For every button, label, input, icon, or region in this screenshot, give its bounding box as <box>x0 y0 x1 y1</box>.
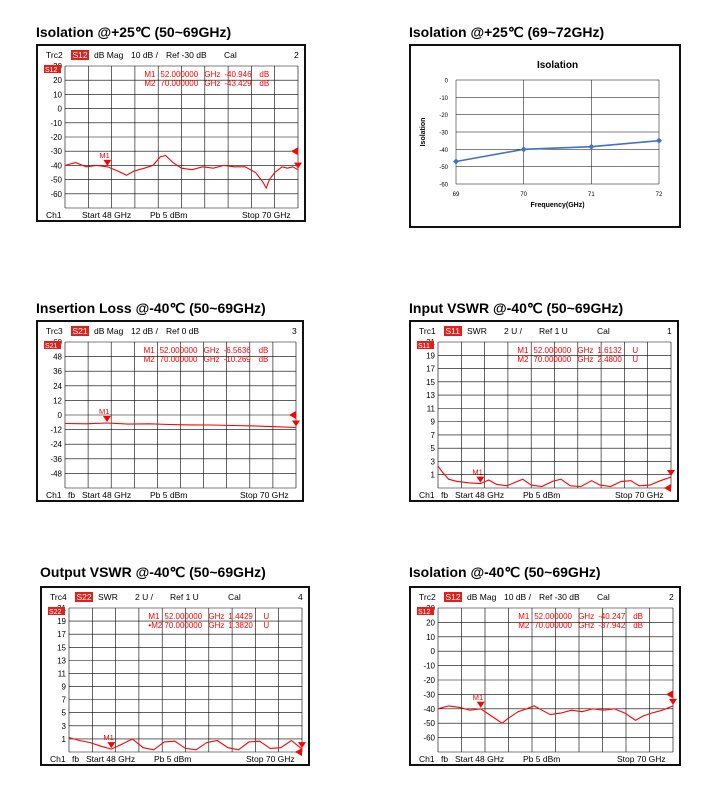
marker-value-unit: dB <box>258 346 269 355</box>
marker-value-unit: dB <box>258 355 269 364</box>
scale-label: 2 U / <box>504 326 522 336</box>
format-label: dB Mag <box>94 326 124 336</box>
marker-freq-unit: GHz <box>577 346 594 355</box>
marker-freq: 70.000000 <box>164 621 203 630</box>
footer-channel: Ch1 <box>50 754 66 764</box>
marker-value: -43.429 <box>224 79 252 88</box>
marker-value-unit: U <box>263 612 270 621</box>
marker-m1-label: M1 <box>99 407 110 417</box>
y-tick-label: 20 <box>426 618 435 628</box>
y-tick-label: -30 <box>50 147 62 157</box>
y-tick-label: -10 <box>50 118 62 128</box>
footer-fb: fb <box>68 490 76 500</box>
marker-freq: 70.000000 <box>534 621 573 630</box>
footer-channel: Ch1 <box>46 210 62 220</box>
marker-freq-unit: GHz <box>203 346 220 355</box>
marker-name: M2 <box>517 355 529 364</box>
excel-x-tick-label: 69 <box>452 192 460 198</box>
excel-data-point <box>656 138 662 144</box>
vna-panel-3 <box>36 320 304 502</box>
ref-label: Ref -30 dB <box>166 50 207 60</box>
excel-data-point <box>453 158 459 164</box>
vna-panel-4 <box>409 320 679 502</box>
y-tick-label: -60 <box>50 189 62 199</box>
format-label: dB Mag <box>94 50 124 60</box>
y-tick-label: -50 <box>50 175 62 185</box>
marker-value-unit: dB <box>259 70 270 79</box>
chart-title-4: Input VSWR @-40℃ (50~69GHz) <box>409 300 624 316</box>
ref-label: Ref 1 U <box>170 592 199 602</box>
marker-freq-unit: GHz <box>577 355 594 364</box>
scale-label: 12 dB / <box>131 326 158 336</box>
y-tick-label: 5 <box>430 444 435 454</box>
vna-plot-6 <box>411 588 679 764</box>
marker-m2-triangle <box>669 699 677 705</box>
cal-label: Cal <box>597 592 610 602</box>
cal-label: Cal <box>224 50 237 60</box>
excel-y-tick-label: 0 <box>444 78 448 85</box>
marker-freq: 52.000000 <box>159 346 198 355</box>
y-tick-label: -40 <box>423 704 435 714</box>
marker-freq-unit: GHz <box>203 355 220 364</box>
marker-freq-unit: GHz <box>208 621 225 630</box>
y-tick-label: 11 <box>57 669 66 679</box>
scale-label: 10 dB / <box>131 50 158 60</box>
marker-freq: 70.000000 <box>159 355 198 364</box>
footer-start: Start 48 GHz <box>455 490 505 500</box>
footer-stop: Stop 70 GHz <box>242 210 291 220</box>
footer-fb: fb <box>441 754 449 764</box>
y-tick-label: 12 <box>53 396 62 406</box>
vna-panel-1 <box>36 44 306 222</box>
footer-stop: Stop 70 GHz <box>246 754 295 764</box>
y-tick-label: 17 <box>426 364 435 374</box>
marker-value-unit: U <box>632 346 639 355</box>
y-tick-label: 17 <box>57 630 66 640</box>
chart-title-3: Insertion Loss @-40℃ (50~69GHz) <box>36 300 266 316</box>
footer-power: Pb 5 dBm <box>523 490 561 500</box>
y-tick-label: 3 <box>430 457 435 467</box>
marker-freq-unit: GHz <box>578 621 595 630</box>
excel-y-tick-label: -60 <box>439 182 448 189</box>
marker-value: -10.269 <box>223 355 251 364</box>
y-tick-label: 0 <box>430 647 435 657</box>
chart-title-2: Isolation @+25℃ (69~72GHz) <box>409 24 605 40</box>
footer-start: Start 48 GHz <box>86 754 136 764</box>
y-tick-label: -20 <box>50 133 62 142</box>
y-tick-label: 19 <box>426 351 435 361</box>
y-tick-label: -36 <box>50 454 62 464</box>
y-tick-label: 7 <box>61 695 66 705</box>
excel-data-point <box>588 144 594 150</box>
marker-value: 1.3820 <box>228 621 253 630</box>
footer-stop: Stop 70 GHz <box>240 490 289 500</box>
y-tick-label: -12 <box>50 425 62 435</box>
marker-value-unit: U <box>263 621 270 630</box>
marker-name: M1 <box>518 612 530 621</box>
marker-m1-label: M1 <box>99 150 110 160</box>
param-tag: S12 <box>445 592 461 602</box>
footer-power: Pb 5 dBm <box>150 490 188 500</box>
excel-y-tick-label: -50 <box>439 165 448 172</box>
y-tick-label: 24 <box>53 381 62 391</box>
marker-freq: 52.000000 <box>534 612 573 621</box>
y-tick-label: 1 <box>430 470 435 480</box>
y-tick-label: 1 <box>61 734 66 744</box>
marker-value: -40.247 <box>598 612 626 621</box>
y-tick-label: 0 <box>57 411 62 420</box>
y-tick-label: -60 <box>423 733 435 743</box>
channel-number: 3 <box>292 326 297 336</box>
excel-inner-title: Isolation <box>536 60 579 71</box>
vna-plot-4 <box>411 322 677 500</box>
marker-m1-triangle <box>476 477 484 483</box>
y-tick-label: 0 <box>57 104 62 114</box>
marker-m1-triangle <box>103 160 111 166</box>
marker-freq: 52.000000 <box>164 612 203 621</box>
reference-level-marker <box>666 690 673 698</box>
y-tick-label: 13 <box>426 391 435 401</box>
marker-name: M2 <box>144 79 156 88</box>
y-tick-label: 10 <box>53 90 62 100</box>
format-label: dB Mag <box>467 592 497 602</box>
excel-data-point <box>521 146 527 152</box>
y-tick-label: -50 <box>423 719 435 729</box>
excel-series-line <box>456 141 659 162</box>
param-tag: S12 <box>72 50 88 60</box>
param-tag: S21 <box>72 326 88 336</box>
marker-value-unit: U <box>632 355 639 364</box>
vna-panel-5 <box>40 586 310 766</box>
param-tag: S11 <box>445 326 460 336</box>
excel-panel <box>409 44 681 228</box>
footer-start: Start 48 GHz <box>82 210 132 220</box>
cal-label: Cal <box>597 326 610 336</box>
marker-freq: 70.000000 <box>533 355 572 364</box>
marker-value: -37.942 <box>598 621 626 630</box>
channel-number: 2 <box>669 592 674 602</box>
marker-value-unit: dB <box>633 612 643 621</box>
param-tag: S22 <box>76 592 92 602</box>
format-label: SWR <box>467 326 487 336</box>
footer-start: Start 48 GHz <box>82 490 132 500</box>
excel-x-tick-label: 71 <box>587 192 595 198</box>
chart-title-1: Isolation @+25℃ (50~69GHz) <box>36 24 232 40</box>
marker-name: M2 <box>143 355 155 364</box>
marker-freq-unit: GHz <box>578 612 595 621</box>
axis-param-tag: S22 <box>49 609 62 616</box>
marker-m2-triangle <box>292 421 300 427</box>
marker-freq: 52.000000 <box>533 346 572 355</box>
trace-label: Trc2 <box>419 592 436 602</box>
marker-freq: 52.000000 <box>160 70 199 79</box>
marker-name: M1 <box>144 70 156 79</box>
marker-value-unit: dB <box>259 79 270 88</box>
marker-name: M1 <box>148 612 160 621</box>
marker-value: 2.4800 <box>597 355 622 364</box>
axis-param-tag: S12 <box>45 67 58 74</box>
axis-param-tag: S11 <box>418 343 430 350</box>
footer-power: Pb 5 dBm <box>154 754 192 764</box>
y-tick-label: 36 <box>53 367 62 377</box>
marker-name: M2 <box>518 621 530 630</box>
marker-m1-triangle <box>103 416 111 422</box>
marker-m1-label: M1 <box>103 733 114 743</box>
excel-x-axis-label: Frequency(GHz) <box>530 202 585 209</box>
y-tick-label: 20 <box>53 76 62 86</box>
ref-label: Ref -30 dB <box>539 592 580 602</box>
y-tick-label: -40 <box>50 161 62 171</box>
footer-channel: Ch1 <box>419 490 435 500</box>
marker-m2-triangle <box>667 470 675 476</box>
footer-power: Pb 5 dBm <box>150 210 188 220</box>
scale-label: 10 dB / <box>504 592 531 602</box>
footer-fb: fb <box>72 754 80 764</box>
channel-number: 4 <box>298 592 303 602</box>
excel-y-tick-label: -10 <box>439 95 448 102</box>
y-tick-label: 15 <box>57 643 66 653</box>
ref-label: Ref 0 dB <box>166 326 200 336</box>
y-tick-label: 10 <box>426 632 435 642</box>
footer-stop: Stop 70 GHz <box>617 754 666 764</box>
marker-value: -6.5636 <box>223 346 251 355</box>
axis-param-tag: S21 <box>45 343 58 350</box>
vna-plot-1 <box>38 46 304 220</box>
marker-m1-label: M1 <box>472 692 484 702</box>
y-tick-label: -20 <box>423 676 435 685</box>
y-tick-label: -48 <box>50 469 62 479</box>
cal-label: Cal <box>228 592 241 602</box>
reference-level-marker <box>289 411 296 419</box>
reference-level-marker <box>664 484 671 492</box>
y-tick-label: -30 <box>423 690 435 700</box>
y-tick-label: 9 <box>430 417 435 427</box>
excel-x-tick-label: 72 <box>655 192 663 198</box>
trace-label: Trc1 <box>419 326 436 336</box>
reference-level-marker <box>291 147 298 155</box>
marker-value-unit: dB <box>633 621 643 630</box>
marker-freq-unit: GHz <box>204 79 221 88</box>
marker-freq-unit: GHz <box>208 612 225 621</box>
y-tick-label: 3 <box>61 721 66 731</box>
excel-y-axis-label: Isolation <box>420 117 427 147</box>
axis-param-tag: S12 <box>418 609 431 616</box>
excel-plot <box>411 46 679 226</box>
marker-name: •M2 <box>148 621 163 630</box>
scale-label: 2 U / <box>135 592 153 602</box>
vna-plot-3 <box>38 322 302 500</box>
y-tick-label: 13 <box>57 656 66 666</box>
y-tick-label: 7 <box>430 430 435 440</box>
y-tick-label: 5 <box>61 708 66 718</box>
ref-label: Ref 1 U <box>539 326 568 336</box>
marker-m1-triangle <box>477 702 485 708</box>
marker-value: -40.946 <box>224 70 252 79</box>
footer-start: Start 48 GHz <box>455 754 505 764</box>
reference-level-marker <box>295 748 302 756</box>
excel-y-tick-label: -20 <box>439 113 448 120</box>
footer-power: Pb 5 dBm <box>523 754 561 764</box>
y-tick-label: 15 <box>426 377 435 387</box>
marker-name: M1 <box>143 346 155 355</box>
marker-name: M1 <box>517 346 529 355</box>
marker-value: 1.6132 <box>597 346 622 355</box>
vna-plot-5 <box>42 588 308 764</box>
y-tick-label: 48 <box>53 352 62 362</box>
excel-y-tick-label: -30 <box>439 130 448 137</box>
channel-number: 1 <box>667 326 672 336</box>
marker-freq-unit: GHz <box>204 70 221 79</box>
marker-value: 1.4429 <box>228 612 253 621</box>
trace-label: Trc2 <box>46 50 63 60</box>
trace-label: Trc3 <box>46 326 63 336</box>
footer-channel: Ch1 <box>419 754 435 764</box>
y-tick-label: -10 <box>423 661 435 671</box>
footer-stop: Stop 70 GHz <box>615 490 664 500</box>
y-tick-label: 11 <box>426 404 435 414</box>
vna-panel-6 <box>409 586 681 766</box>
channel-number: 2 <box>294 50 299 60</box>
format-label: SWR <box>98 592 118 602</box>
chart-title-5: Output VSWR @-40℃ (50~69GHz) <box>40 564 266 580</box>
y-tick-label: 19 <box>57 617 66 627</box>
marker-m1-label: M1 <box>472 467 483 477</box>
footer-channel: Ch1 <box>46 490 62 500</box>
y-tick-label: -24 <box>50 440 62 450</box>
footer-fb: fb <box>441 490 449 500</box>
trace-label: Trc4 <box>50 592 67 602</box>
excel-y-tick-label: -40 <box>439 147 448 154</box>
excel-x-tick-label: 70 <box>520 192 528 198</box>
chart-title-6: Isolation @-40℃ (50~69GHz) <box>409 564 601 580</box>
marker-freq: 70.000000 <box>160 79 199 88</box>
y-tick-label: 9 <box>61 682 66 692</box>
